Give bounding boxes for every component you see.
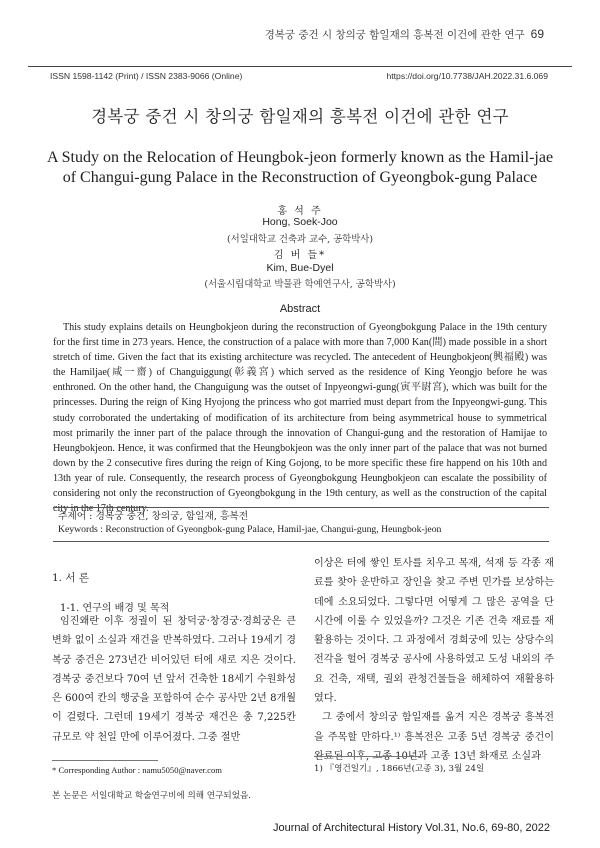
running-header: [0, 27, 544, 42]
journal-footer: Journal of Architectural History Vol.31, No.6, 69-80, 2022: [273, 822, 550, 834]
author1-name-english: Hong, Soek-Joo: [262, 216, 338, 228]
doi-link[interactable]: https://doi.org/10.7738/JAH.2022.31.6.069: [386, 71, 548, 81]
author2-name-korean: 김 버 들*: [273, 250, 327, 261]
keywords-korean: 주제어 : 경복궁 중건, 창의궁, 함일재, 흥복전: [58, 511, 249, 522]
footnote-rule-left: [52, 760, 158, 761]
funding-note: 본 논문은 서일대학교 학술연구비에 의해 연구되었음.: [52, 791, 252, 801]
footnote-rule-right: [314, 756, 420, 757]
section-heading: 1. 서 론: [52, 572, 89, 584]
keywords-english: Keywords : Reconstruction of Gyeongbok-gung Palace, Hamil-jae, Changui-gung, Heungbok-jeon: [58, 524, 442, 535]
title-english-line2: of Changui-gung Palace in the Reconstruction of Gyeongbok-gung Palace: [62, 169, 538, 186]
abstract-heading: Abstract: [279, 303, 321, 315]
author2-name-english: Kim, Bue-Dyel: [266, 262, 334, 274]
issn-line: ISSN 1598-1142 (Print) / ISSN 2383-9066 (Online): [50, 71, 243, 81]
author1-affiliation: (서일대학교 건축과 교수, 공학박사): [226, 234, 374, 245]
header-rule: [28, 66, 572, 67]
page-number: 69: [530, 27, 544, 41]
body-left-column: 임진왜란 이후 정궐이 된 창덕궁·창경궁·경희궁은 큰 변화 없이 소실과 재건을 반복하였다. 그러나 19세기 경복궁 중건은 273년간 비어있던 터에 새로 지은 것이다. 경복궁 중건보다 70여 년 앞서 건축한 18세기 수원화성은 600여 칸의 행궁을 포함하여 순수 공사만 2년 8개월이 걸렸다. 그런데 19세기 경복궁 재건은 총 7,225칸 규모로 약 천일 만에 이루어졌다. 그중 절반: [52, 616, 296, 743]
body-paragraph: 이상은 터에 쌓인 토사를 치우고 목재, 석재 등 각종 재료를 찾아 운반하고 장인을 찾고 주변 민가를 보상하는 데에 소요되었다. 그렇다면 어떻게 그 많은 공역을 단시간에 이룰 수 있었을까? 그것은 기존 건축 재료를 재활용하는 것이다. 그 과정에서 경희궁에 있는 상당수의 전각을 헐어 경복궁 공사에 사용하였고 도성 내외의 주요 건축, 재택, 궐외 관청건물들을 해체하여 재활용하였다.: [314, 558, 554, 705]
title-english-line1: A Study on the Relocation of Heungbok-jeon formerly known as the Hamil-jae: [46, 149, 554, 166]
abstract-body: This study explains details on Heungbokjeon during the reconstruction of Gyeongbokgung Palace in the 19th century for the first time in 273 years. Hence, the construction of a palace with more than 7,000 Kan(間) made possible in a short stretch of time. Given the fact that its existing architecture was recycled. The antecedent of Heungbokjeon(興福殿) was the Hamiljae(咸一齋) of Changuiggung(彰義宮) which served as the residence of King Yeongjo before he was enthroned. On the other hand, the Changuigung was the outset of Inpyeongwi-gung(寅平尉宮), which was built for the princesses. During the reign of King Hyojong the princess who got married must depart from the Inpyeongwi-gung. This study corroborated the undertaking of modification of its architecture from being asymmetrical house to symmetrical most primarily the inner part of the palace through the innovation of Changui-gung and the restoration of Hamijae to Heungbokjeon. Hence, it was confirmed that the Heungbokjeon was the only inner part of the palace that was not burned down by the 2 consecutive fires during the reign of King Gojong, to be more specific these fire happend on his 10th and 13th year of rule. Consequently, the research process of Gyeongbokgung Heungbokjeon can escalate the possibility of considering not only the reconstruction of Gyeongbokgung in the 19th century, as well as the construction of the capital city in the 17th century.: [53, 322, 547, 515]
body-right-column: [314, 554, 554, 766]
subsection-heading: 1-1. 연구의 배경 및 목적: [60, 603, 170, 614]
corresponding-author-note: * Corresponding Author : namu5050@naver.com: [52, 765, 222, 775]
title-korean: 경복궁 중건 시 창의궁 함일재의 흥복전 이건에 관한 연구: [91, 107, 509, 126]
body-paragraph: 그 중에서 창의궁 함일재를 옮겨 지은 경복궁 흥복전을 주목할 만하다.¹⁾ 흥복전은 고종 5년 경복궁 중건이 완료된 이후, 고종 10년과 고종 13년 화재로 소실과: [314, 712, 554, 762]
title-english: [40, 148, 560, 188]
running-title: 경복궁 중건 시 창의궁 함일재의 흥복전 이건에 관한 연구: [264, 29, 525, 41]
author1-name-korean: 홍 석 주: [277, 206, 323, 217]
footnote-1: 1) 『영건일기』, 1866년(고종 3), 3월 24일: [314, 764, 485, 774]
author2-affiliation: (서울시립대학교 박물관 학예연구사, 공학박사): [204, 279, 396, 290]
